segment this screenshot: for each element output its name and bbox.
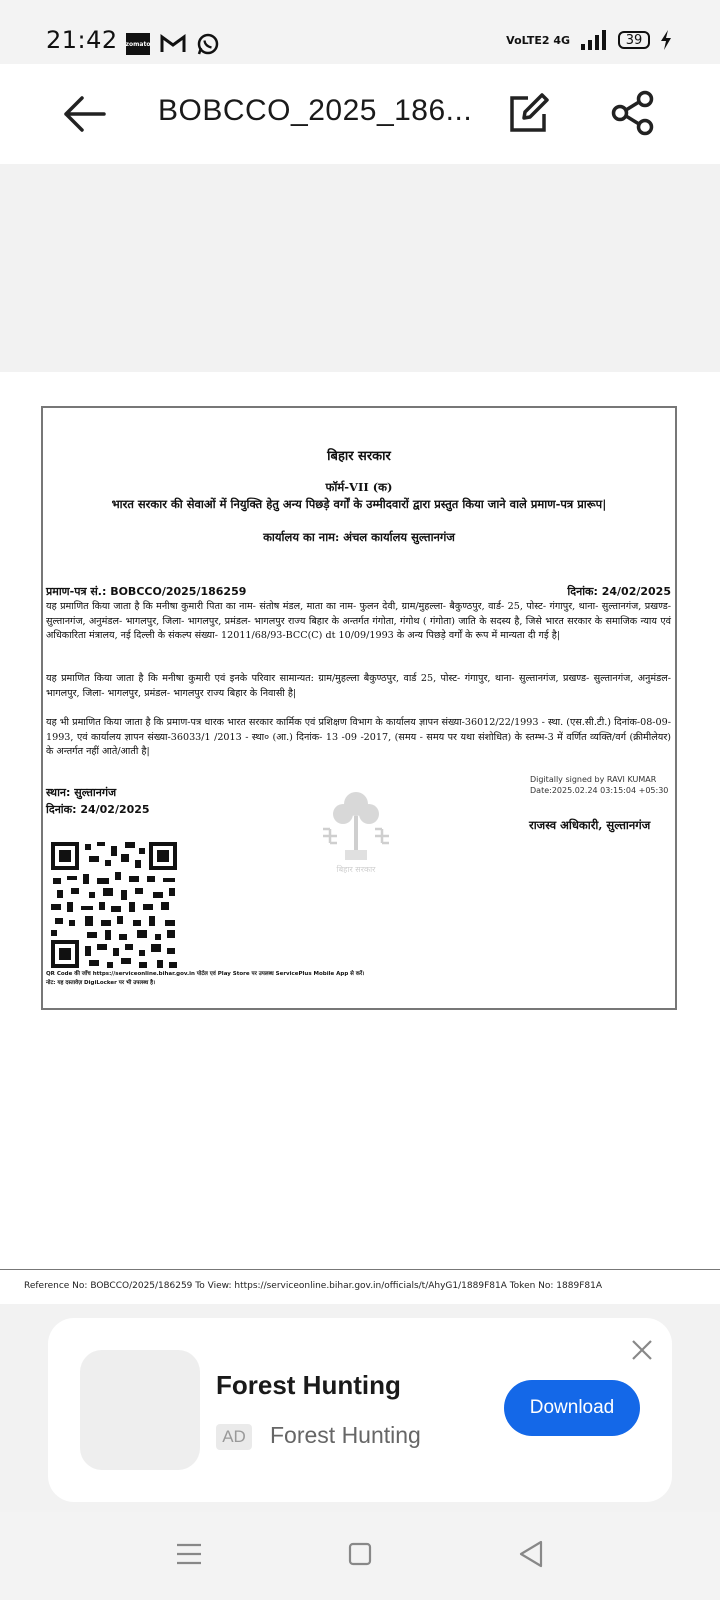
system-icons — [506, 30, 672, 50]
signal-icon — [580, 30, 608, 50]
charging-icon — [660, 30, 672, 50]
certificate-subtitle: भारत सरकार की सेवाओं में नियुक्ति हेतु अन्य पिछड़े वर्गों के उम्मीदवारों द्वारा प्रस्तुत किया जाने वाले प्रमाण-पत्र प्रारूप| — [111, 497, 607, 511]
close-icon[interactable] — [630, 1338, 654, 1362]
paragraph-residence: यह प्रमाणित किया जाता है कि मनीषा कुमारी एवं इनके परिवार सामान्यत: ग्राम/मुहल्ला बैकुण्ठपुर, वार्ड 25, पोस्ट- गंगापुर, थाना- सुल्तानगंज, प्रखण्ड- सुल्तानगंज, अनुमंडल- भागलपुर, जिला- भागलपुर, प्रमंडल- भागलपुर राज्य बिहार के निवासी है| — [46, 673, 671, 699]
status-bar — [0, 0, 720, 64]
certificate-page — [41, 406, 677, 1010]
ad-badge: AD — [216, 1424, 252, 1450]
share-icon[interactable] — [610, 90, 656, 136]
qr-code — [49, 840, 179, 970]
battery-icon: 39 — [618, 31, 650, 49]
ad-subtitle: Forest Hunting — [270, 1422, 421, 1448]
certificate-header-row — [46, 584, 671, 599]
ad-title[interactable]: Forest Hunting — [216, 1370, 401, 1400]
footer-divider — [0, 1269, 720, 1270]
system-nav-bar — [0, 1512, 720, 1600]
zomato-icon: zomato — [126, 33, 150, 55]
gov-title: बिहार सरकार — [327, 449, 391, 464]
ad-card[interactable] — [48, 1318, 672, 1502]
place-date: दिनांक: 24/02/2025 — [46, 803, 150, 816]
form-title: फॉर्म-VII (क) — [325, 480, 393, 494]
digilocker-note: नोट: यह दस्तावेज़ DigiLocker पर भी उपलब्ध है। — [46, 980, 156, 986]
qr-note — [46, 970, 364, 988]
paragraph-caste: यह प्रमाणित किया जाता है कि मनीषा कुमारी पिता का नाम- संतोष मंडल, माता का नाम- फुलन देवी, ग्राम/मुहल्ला- बैकुण्ठपुर, वार्ड- 25, पोस्ट- गंगापुर, थाना- सुल्तानगंज, प्रखण्ड- सुल्तानगंज, अनुमंडल- भागलपुर, जिला- भागलपुर, प्रमंडल- भागलपुर राज्य बिहार के अन्तर्गत गंगोता, गंगोथ ( गंगोता) जाति के सदस्य है, जिसे भारत सरकार के समाजिक न्याय एवं अधिकारिता मंत्रालय, नई दिल्ली के संकल्प संख्या- 12011/68/93-BCC(C) dt 10/09/1993 के अन्य पिछड़े वर्गों के रूप में मान्यता दी गई है| — [46, 601, 671, 641]
network-type: VoLTE2 4G — [506, 33, 570, 47]
paragraph-creamy-layer: यह भी प्रमाणित किया जाता है कि प्रमाण-पत्र धारक भारत सरकार कार्मिक एवं प्रशिक्षण विभाग के कार्यालय ज्ञापन संख्या-36012/22/1993 - स्था. (एस.सी.टी.) दिनांक-08-09-1993, एवं कार्यालय ज्ञापन संख्या-36033/1 /2013 - स्था० (आ.) दिनांक- 13 -09 -2017, (समय - समय पर यथा संशोधित) के स्तम्भ-3 में वर्णित व्यक्ति/वर्ग (क्रीमीलेयर) के अन्तर्गत नहीं आते/आती है| — [46, 717, 671, 757]
app-bar — [0, 64, 720, 164]
bihar-emblem-watermark — [321, 786, 391, 876]
home-icon[interactable] — [348, 1542, 372, 1566]
emblem-caption: बिहार सरकार — [336, 865, 376, 874]
certificate-number: प्रमाण-पत्र सं.: BOBCCO/2025/186259 — [46, 585, 247, 598]
notification-icons — [126, 32, 220, 56]
office-name: कार्यालय का नाम: अंचल कार्यालय सुल्तानगंज — [263, 530, 455, 544]
reference-footer: Reference No: BOBCCO/2025/186259 To View: https://serviceonline.bihar.gov.in/officials/t/AhyG1/1889F81A Token No: 1889F81A — [24, 1281, 602, 1291]
document-title: BOBCCO_2025_186... — [158, 94, 473, 127]
signed-by: Digitally signed by RAVI KUMAR — [530, 775, 657, 784]
certificate-date: दिनांक: 24/02/2025 — [567, 585, 671, 598]
top-spacer — [0, 164, 720, 372]
status-time: 21:42 — [46, 26, 118, 54]
place-date-block — [46, 784, 150, 818]
signing-officer: राजस्व अधिकारी, सुल्तानगंज — [529, 818, 651, 832]
back-arrow-icon[interactable] — [60, 92, 108, 136]
place: स्थान: सुल्तानगंज — [46, 786, 117, 799]
download-button[interactable]: Download — [504, 1380, 640, 1436]
gmail-icon — [160, 34, 186, 54]
signed-date: Date:2025.02.24 03:15:04 +05:30 — [530, 786, 669, 795]
ad-banner-area — [0, 1304, 720, 1512]
recent-apps-icon[interactable] — [176, 1542, 202, 1566]
qr-verify-note: QR Code की जाँच https://serviceonline.bihar.gov.in पोर्टल एवं Play Store पर उपलब्ध ServicePlus Mobile App से करें। — [46, 971, 365, 977]
whatsapp-icon — [196, 32, 220, 56]
digital-signature — [530, 774, 668, 796]
edit-icon[interactable] — [508, 92, 550, 134]
back-nav-icon[interactable] — [518, 1540, 544, 1568]
ad-app-icon[interactable] — [80, 1350, 200, 1470]
